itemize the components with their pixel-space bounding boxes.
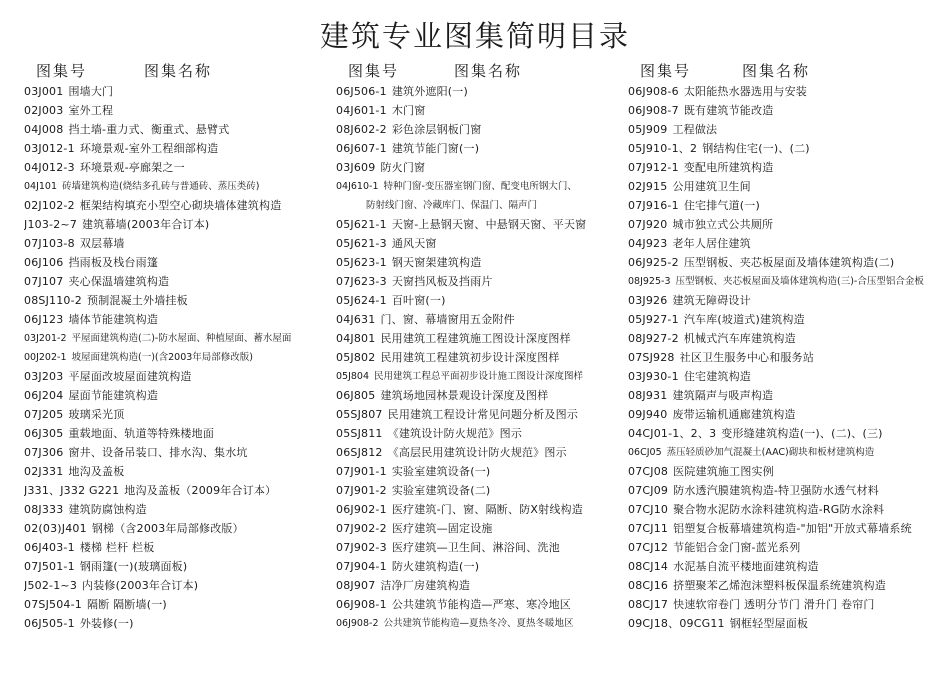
- atlas-entry: [24, 120, 334, 139]
- atlas-entry: [24, 367, 334, 386]
- atlas-entry: [628, 215, 938, 234]
- atlas-entry: [336, 386, 626, 405]
- atlas-name: 防水透汽膜建筑构造-特卫强防水透气材料: [673, 484, 879, 497]
- atlas-name: 窗井、设备吊装口、排水沟、集水坑: [68, 446, 248, 459]
- atlas-name: 防火门窗: [380, 161, 426, 174]
- atlas-name: 变形缝建筑构造(一)、(二)、(三): [721, 427, 883, 440]
- atlas-entry: [628, 177, 938, 196]
- atlas-name: 隔断 隔断墙(一): [87, 598, 167, 611]
- atlas-code: 08J907: [336, 579, 376, 592]
- atlas-name: 围墙大门: [68, 85, 114, 98]
- atlas-code: 06J902-1: [336, 503, 387, 516]
- atlas-code: 07J904-1: [336, 560, 387, 573]
- atlas-name: 医疗建筑-门、窗、隔断、防X射线构造: [391, 503, 583, 516]
- atlas-entry: [336, 595, 626, 614]
- atlas-name: 屋面节能建筑构造: [68, 389, 159, 402]
- atlas-entry: [336, 291, 626, 310]
- atlas-entry: [628, 310, 938, 329]
- atlas-code: 07CJ08: [628, 465, 669, 478]
- atlas-name: 汽车库(坡道式)建筑构造: [683, 313, 805, 326]
- atlas-code: 04J801: [336, 332, 376, 345]
- atlas-name: 重载地面、轨道等特殊楼地面: [68, 427, 215, 440]
- column-header: [24, 60, 334, 82]
- atlas-code: 08CJ16: [628, 579, 669, 592]
- atlas-name: 平屋面改坡屋面建筑构造: [68, 370, 192, 383]
- atlas-code: 02J102-2: [24, 199, 75, 212]
- atlas-code: 09CJ18、09CG11: [628, 617, 725, 630]
- atlas-name: 聚合物水泥防水涂料建筑构造-RG防水涂料: [673, 503, 885, 516]
- atlas-code: 02(03)J401: [24, 522, 87, 535]
- atlas-code: 05J623-1: [336, 256, 387, 269]
- atlas-name: 《高层民用建筑设计防火规范》图示: [387, 446, 567, 459]
- atlas-entry: [336, 519, 626, 538]
- atlas-entry: [24, 538, 334, 557]
- atlas-name: 住宅建筑构造: [683, 370, 752, 383]
- atlas-code: 06J908-6: [628, 85, 679, 98]
- atlas-name: 环境景观-室外工程细部构造: [79, 142, 219, 155]
- atlas-code: 08CJ17: [628, 598, 669, 611]
- atlas-entry: [24, 215, 334, 234]
- atlas-entry: [336, 234, 626, 253]
- atlas-entry: [628, 538, 938, 557]
- atlas-code: 03J609: [336, 161, 376, 174]
- atlas-name: 废带运输机通廊建筑构造: [672, 408, 796, 421]
- atlas-name: 建筑幕墙(2003年合订本): [82, 218, 210, 231]
- atlas-code: 06J925-2: [628, 256, 679, 269]
- atlas-code: 04J610-1: [336, 181, 379, 192]
- atlas-entry: [336, 253, 626, 272]
- atlas-code: 07CJ11: [628, 522, 669, 535]
- atlas-entry: [336, 614, 626, 633]
- atlas-entry: [336, 405, 626, 424]
- atlas-name: 公共建筑节能构造—夏热冬冷、夏热冬暖地区: [383, 618, 574, 629]
- page-title: 建筑专业图集简明目录: [319, 19, 630, 53]
- atlas-name: 挤塑聚苯乙烯泡沫塑料板保温系统建筑构造: [673, 579, 886, 592]
- atlas-code: 07J103-8: [24, 237, 75, 250]
- atlas-code: 06SJ812: [336, 446, 383, 459]
- atlas-entry: [628, 139, 938, 158]
- atlas-name: 挡土墙-重力式、衡重式、悬臂式: [68, 123, 230, 136]
- atlas-code: 06J908-1: [336, 598, 387, 611]
- atlas-entry: [24, 443, 334, 462]
- atlas-code: 06J403-1: [24, 541, 75, 554]
- atlas-code: 05J802: [336, 351, 376, 364]
- atlas-entry: [24, 139, 334, 158]
- atlas-name: 铝塑复合板幕墙建筑构造-"加铝"开放式幕墙系统: [673, 522, 912, 535]
- atlas-name: 压型钢板、夹芯板屋面及墙体建筑构造(三)-合压型铝合金板: [675, 276, 924, 287]
- atlas-entry: [24, 576, 334, 595]
- atlas-name: 预制混凝土外墙挂板: [87, 294, 188, 307]
- atlas-entry: [24, 386, 334, 405]
- atlas-name: 楼梯 栏杆 栏板: [79, 541, 155, 554]
- atlas-name: 建筑节能门窗(一): [391, 142, 480, 155]
- atlas-entry: [24, 595, 334, 614]
- atlas-name: 工程做法: [672, 123, 718, 136]
- atlas-code: 08CJ14: [628, 560, 669, 573]
- atlas-entry: [336, 329, 626, 348]
- atlas-entry: [24, 101, 334, 120]
- atlas-name: 框架结构填充小型空心砌块墙体建筑构造: [79, 199, 282, 212]
- header-name: 图集名称: [454, 62, 523, 80]
- atlas-code: 05J909: [628, 123, 668, 136]
- atlas-name: 天窗挡风板及挡雨片: [391, 275, 493, 288]
- atlas-code: 04J101: [24, 181, 58, 192]
- atlas-code: 08J602-2: [336, 123, 387, 136]
- atlas-entry: [24, 424, 334, 443]
- atlas-entry: [24, 158, 334, 177]
- atlas-entry: [628, 614, 938, 633]
- atlas-code: 07SJ928: [628, 351, 675, 364]
- atlas-name: 民用建筑工程设计常见问题分析及图示: [387, 408, 579, 421]
- atlas-entry: [24, 481, 334, 500]
- atlas-name: 坡屋面建筑构造(一)(含2003年局部修改版): [71, 352, 254, 363]
- header-name: 图集名称: [742, 62, 811, 80]
- atlas-name: 民用建筑工程建筑初步设计深度图样: [380, 351, 560, 364]
- atlas-name: 钢结构住宅(一)、(二): [702, 142, 810, 155]
- atlas-name: 《建筑设计防火规范》图示: [387, 427, 523, 440]
- atlas-entry: [628, 386, 938, 405]
- atlas-entry: [336, 500, 626, 519]
- atlas-code: 08J927-2: [628, 332, 679, 345]
- atlas-entry: [336, 272, 626, 291]
- atlas-code: 07CJ09: [628, 484, 669, 497]
- atlas-name: 门、窗、幕墙窗用五金附件: [380, 313, 515, 326]
- atlas-code: 05J927-1: [628, 313, 679, 326]
- atlas-name: 外装修(一): [79, 617, 134, 630]
- atlas-entry: [336, 481, 626, 500]
- atlas-entry: [336, 424, 626, 443]
- atlas-name: 建筑外遮阳(一): [391, 85, 468, 98]
- catalog-column-2: [336, 60, 626, 633]
- atlas-code: 07J902-2: [336, 522, 387, 535]
- atlas-name: 墙体节能建筑构造: [68, 313, 159, 326]
- atlas-code: 06J123: [24, 313, 64, 326]
- atlas-entry: [336, 82, 626, 101]
- atlas-entry: [24, 462, 334, 481]
- atlas-name: 建筑防腐蚀构造: [68, 503, 147, 516]
- atlas-entry: [628, 424, 938, 443]
- atlas-code: 07J901-2: [336, 484, 387, 497]
- atlas-entry: [628, 101, 938, 120]
- atlas-entry: [24, 348, 334, 367]
- atlas-entry: [24, 329, 334, 348]
- atlas-code: 03J203: [24, 370, 64, 383]
- atlas-entry: [336, 177, 626, 196]
- atlas-name: 挡雨板及栈台雨篷: [68, 256, 159, 269]
- atlas-name: 公共建筑节能构造—严寒、寒冷地区: [391, 598, 572, 611]
- atlas-code: 08J931: [628, 389, 668, 402]
- atlas-name: 医疗建筑—卫生间、淋浴间、洗池: [391, 541, 560, 554]
- atlas-code: 03J201-2: [24, 333, 67, 344]
- atlas-entry: [628, 576, 938, 595]
- atlas-code: 09J940: [628, 408, 668, 421]
- atlas-name: 实验室建筑设备(二): [391, 484, 491, 497]
- atlas-entry: [24, 82, 334, 101]
- atlas-entry: [24, 310, 334, 329]
- atlas-entry: [24, 234, 334, 253]
- atlas-code: 07J920: [628, 218, 668, 231]
- atlas-code: 08J925-3: [628, 276, 671, 287]
- column-header: [628, 60, 938, 82]
- atlas-code: 05J624-1: [336, 294, 387, 307]
- atlas-code: 03J012-1: [24, 142, 75, 155]
- atlas-name: 住宅排气道(一): [683, 199, 760, 212]
- atlas-code: 07J501-1: [24, 560, 75, 573]
- atlas-entry: [24, 177, 334, 196]
- atlas-name: 民用建筑工程总平面初步设计施工图设计深度图样: [374, 371, 584, 382]
- atlas-entry: [628, 272, 938, 291]
- atlas-name: 双层幕墙: [79, 237, 125, 250]
- atlas-code: 07J306: [24, 446, 64, 459]
- atlas-name: 机械式汽车库建筑构造: [683, 332, 796, 345]
- atlas-code: 06CJ05: [628, 447, 662, 458]
- atlas-entry: [628, 196, 938, 215]
- header-code: 图集号: [640, 62, 692, 80]
- atlas-entry: [336, 443, 626, 462]
- atlas-code: J103-2~7: [24, 218, 78, 231]
- atlas-entry: [628, 234, 938, 253]
- atlas-name: 民用建筑工程建筑施工图设计深度图样: [380, 332, 571, 345]
- atlas-name: 内装修(2003年合订本): [82, 579, 199, 592]
- atlas-entry: [336, 348, 626, 367]
- atlas-name: 医疗建筑—固定设施: [391, 522, 493, 535]
- atlas-entry: [336, 576, 626, 595]
- atlas-code: 04CJ01-1、2、3: [628, 427, 717, 440]
- atlas-entry: [628, 158, 938, 177]
- atlas-code: 04J631: [336, 313, 376, 326]
- atlas-code: 08SJ110-2: [24, 294, 82, 307]
- column-header: [336, 60, 626, 82]
- atlas-name: 百叶窗(一): [391, 294, 446, 307]
- atlas-entry: [336, 196, 626, 215]
- header-code: 图集号: [36, 62, 88, 80]
- atlas-entry: [628, 253, 938, 272]
- atlas-entry: [628, 82, 938, 101]
- atlas-entry: [336, 367, 626, 386]
- atlas-name: 城市独立式公共厕所: [672, 218, 774, 231]
- atlas-entry: [628, 443, 938, 462]
- atlas-name: 室外工程: [68, 104, 114, 117]
- atlas-code: 08J333: [24, 503, 64, 516]
- atlas-code: 07J107: [24, 275, 64, 288]
- atlas-entry: [24, 405, 334, 424]
- atlas-entry: [336, 538, 626, 557]
- atlas-code: 07CJ12: [628, 541, 669, 554]
- atlas-code: 02J915: [628, 180, 668, 193]
- atlas-name: 木门窗: [391, 104, 426, 117]
- catalog-column-3: [628, 60, 938, 633]
- atlas-name: 建筑场地园林景观设计深度及图样: [380, 389, 549, 402]
- atlas-entry: [336, 215, 626, 234]
- atlas-code: 06J908-2: [336, 618, 379, 629]
- atlas-entry: [24, 614, 334, 633]
- atlas-name: 彩色涂层钢板门窗: [391, 123, 482, 136]
- atlas-name: 平屋面建筑构造(二)-防水屋面、种植屋面、蓄水屋面: [71, 333, 292, 344]
- atlas-name: 社区卫生服务中心和服务站: [679, 351, 815, 364]
- atlas-name: 压型钢板、夹芯板屋面及墙体建筑构造(二): [683, 256, 895, 269]
- atlas-name: 玻璃采光顶: [68, 408, 125, 421]
- atlas-code: 03J926: [628, 294, 668, 307]
- atlas-code: 02J331: [24, 465, 64, 478]
- atlas-code: 05J804: [336, 371, 370, 382]
- atlas-name: 环境景观-亭廊架之一: [79, 161, 185, 174]
- atlas-entry: [628, 348, 938, 367]
- atlas-entry: [336, 101, 626, 120]
- atlas-code: 05J621-3: [336, 237, 387, 250]
- header-code: 图集号: [348, 62, 400, 80]
- atlas-code: 07J623-3: [336, 275, 387, 288]
- atlas-code: 07SJ504-1: [24, 598, 82, 611]
- atlas-entry: [24, 557, 334, 576]
- atlas-code: 07J912-1: [628, 161, 679, 174]
- atlas-name: 夹心保温墙建筑构造: [68, 275, 170, 288]
- atlas-code: 05J910-1、2: [628, 142, 698, 155]
- atlas-entry: [336, 120, 626, 139]
- atlas-name: 太阳能热水器选用与安装: [683, 85, 808, 98]
- atlas-entry: [336, 139, 626, 158]
- atlas-entry: [336, 557, 626, 576]
- atlas-entry: [628, 329, 938, 348]
- atlas-code: 04J601-1: [336, 104, 387, 117]
- atlas-entry: [628, 120, 938, 139]
- atlas-entry: [628, 481, 938, 500]
- atlas-entry: [628, 405, 938, 424]
- atlas-code: 03J001: [24, 85, 64, 98]
- atlas-code: 05J621-1: [336, 218, 387, 231]
- atlas-name: 医院建筑施工图实例: [673, 465, 774, 478]
- atlas-code: 06J204: [24, 389, 64, 402]
- atlas-entry: [24, 253, 334, 272]
- atlas-name: 防火建筑构造(一): [391, 560, 480, 573]
- atlas-name: 快速软帘卷门 透明分节门 滑升门 卷帘门: [673, 598, 875, 611]
- atlas-entry: [336, 310, 626, 329]
- atlas-entry: [628, 500, 938, 519]
- atlas-code: 07J902-3: [336, 541, 387, 554]
- atlas-entry: [628, 557, 938, 576]
- atlas-entry: [24, 196, 334, 215]
- atlas-name: 钢雨篷(一)(玻璃面板): [79, 560, 188, 573]
- atlas-code: 03J930-1: [628, 370, 679, 383]
- atlas-entry: [628, 367, 938, 386]
- atlas-name: 老年人居住建筑: [672, 237, 751, 250]
- atlas-name: 节能铝合金门窗-蓝光系列: [673, 541, 801, 554]
- atlas-entry: [628, 291, 938, 310]
- atlas-name: 建筑无障碍设计: [672, 294, 751, 307]
- atlas-name: 特种门窗-变压器室钢门窗、配变电所钢大门、: [383, 181, 577, 192]
- atlas-name: 防射线门窗、冷藏库门、保温门、隔声门: [366, 200, 538, 211]
- atlas-name: 变配电所建筑构造: [683, 161, 774, 174]
- atlas-entry: [628, 595, 938, 614]
- atlas-code: 05SJ807: [336, 408, 383, 421]
- atlas-code: 07J916-1: [628, 199, 679, 212]
- atlas-code: 07J901-1: [336, 465, 387, 478]
- atlas-code: 00J202-1: [24, 352, 67, 363]
- atlas-name: 通风天窗: [391, 237, 437, 250]
- atlas-name: 洁净厂房建筑构造: [380, 579, 471, 592]
- atlas-name: 天窗-上悬钢天窗、中悬钢天窗、平天窗: [391, 218, 587, 231]
- atlas-entry: [336, 462, 626, 481]
- atlas-name: 地沟及盖板: [68, 465, 125, 478]
- atlas-code: 04J008: [24, 123, 64, 136]
- atlas-code: 06J505-1: [24, 617, 75, 630]
- atlas-code: 06J305: [24, 427, 64, 440]
- atlas-name: 建筑隔声与吸声构造: [672, 389, 774, 402]
- atlas-entry: [24, 272, 334, 291]
- atlas-name: 实验室建筑设备(一): [391, 465, 491, 478]
- atlas-code: 06J607-1: [336, 142, 387, 155]
- atlas-code: 06J805: [336, 389, 376, 402]
- atlas-entry: [24, 500, 334, 519]
- atlas-code: 05SJ811: [336, 427, 383, 440]
- atlas-code: 06J908-7: [628, 104, 679, 117]
- atlas-list: [628, 82, 938, 633]
- atlas-name: 钢梯（含2003年局部修改版）: [91, 522, 244, 535]
- atlas-code: 04J012-3: [24, 161, 75, 174]
- atlas-name: 砖墙建筑构造(烧结多孔砖与普通砖、蒸压类砖): [62, 181, 260, 192]
- atlas-name: 蒸压轻质砂加气混凝土(AAC)砌块和板材建筑构造: [666, 447, 875, 458]
- atlas-code: J331、J332 G221: [24, 484, 120, 497]
- atlas-code: 06J106: [24, 256, 64, 269]
- atlas-entry: [24, 519, 334, 538]
- atlas-code: 02J003: [24, 104, 64, 117]
- atlas-entry: [628, 519, 938, 538]
- atlas-code: 07CJ10: [628, 503, 669, 516]
- atlas-code: 04J923: [628, 237, 668, 250]
- atlas-name: 水泥基自流平楼地面建筑构造: [673, 560, 819, 573]
- header-name: 图集名称: [144, 62, 213, 80]
- atlas-code: J502-1~3: [24, 579, 78, 592]
- atlas-entry: [24, 291, 334, 310]
- atlas-code: 06J506-1: [336, 85, 387, 98]
- atlas-entry: [628, 462, 938, 481]
- atlas-name: 公用建筑卫生间: [672, 180, 751, 193]
- atlas-list: [336, 82, 626, 633]
- atlas-name: 既有建筑节能改造: [683, 104, 774, 117]
- atlas-name: 地沟及盖板（2009年合订本）: [124, 484, 277, 497]
- atlas-code: 07J205: [24, 408, 64, 421]
- atlas-list: [24, 82, 334, 633]
- atlas-name: 钢天窗架建筑构造: [391, 256, 482, 269]
- atlas-name: 钢框轻型屋面板: [729, 617, 809, 630]
- catalog-column-1: [24, 60, 334, 633]
- atlas-entry: [336, 158, 626, 177]
